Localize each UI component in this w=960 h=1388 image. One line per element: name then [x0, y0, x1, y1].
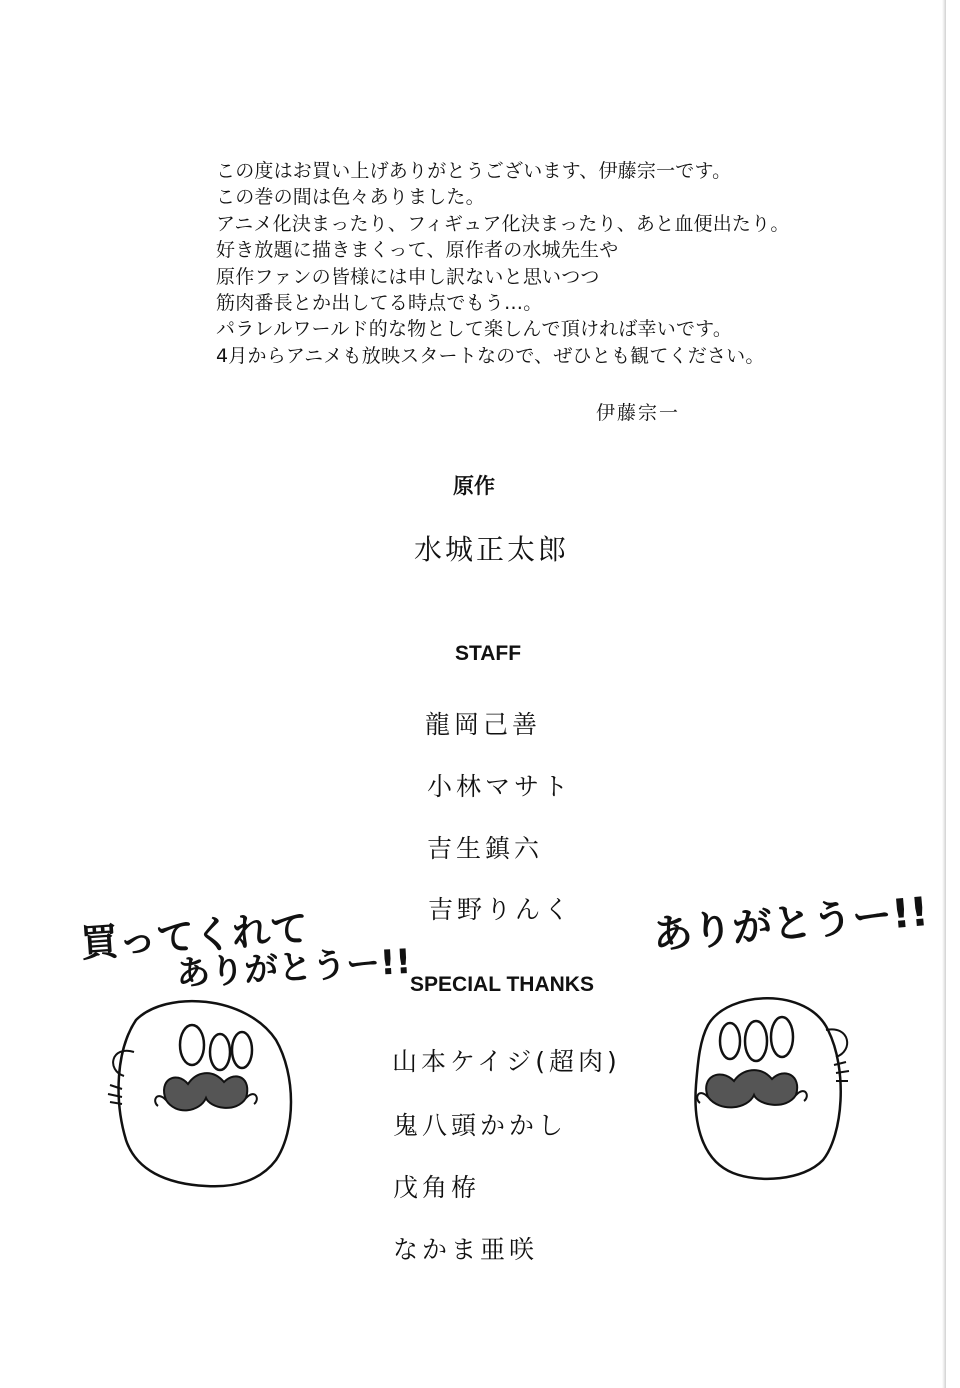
staff-name: 吉生鎮六: [427, 834, 544, 863]
author-message: [216, 158, 856, 369]
message-line: この度はお買い上げありがとうございます、伊藤宗一です。: [216, 160, 732, 182]
thanks-name: 山本ケイジ(超肉): [392, 1047, 621, 1076]
original-work-heading: 原作: [453, 475, 495, 498]
page-edge-shadow: [942, 0, 946, 1388]
message-line: アニメ化決まったり、フィギュア化決まったり、あと血便出たり。: [216, 212, 790, 235]
message-line: この巻の間は色々ありました。: [216, 186, 485, 209]
message-line: 筋肉番長とか出してる時点でもう…。: [216, 292, 543, 315]
special-thanks-heading: SPECIAL THANKS: [410, 973, 594, 996]
message-line: 好き放題に描きまくって、原作者の水城先生や: [216, 239, 619, 262]
staff-name: 龍岡己善: [425, 710, 542, 739]
left-doodle-caption: 買ってくれて: [78, 906, 310, 966]
thanks-name: 鬼八頭かかし: [393, 1111, 568, 1140]
mustache-ghost-icon: [96, 990, 306, 1194]
author-signature: 伊藤宗一: [596, 402, 681, 424]
mustache-ghost-icon: [678, 985, 858, 1189]
message-line: パラレルワールド的な物として楽しんで頂ければ幸いです。: [216, 318, 733, 341]
message-line: 4月からアニメも放映スタートなので、ぜひとも観てください。: [216, 344, 765, 367]
thanks-name: 戊角栫: [393, 1173, 481, 1202]
staff-heading: STAFF: [454, 642, 522, 665]
right-doodle-caption: ありがとうー!!: [650, 889, 931, 959]
staff-name: 小林マサト: [427, 772, 573, 801]
original-author-name: 水城正太郎: [414, 533, 570, 566]
staff-name: 吉野りんく: [428, 895, 574, 924]
thanks-name: なかま亜咲: [393, 1235, 539, 1264]
message-line: 原作ファンの皆様には申し訳ないと思いつつ: [216, 265, 600, 288]
left-doodle-caption: ありがとうー!!: [175, 941, 413, 995]
